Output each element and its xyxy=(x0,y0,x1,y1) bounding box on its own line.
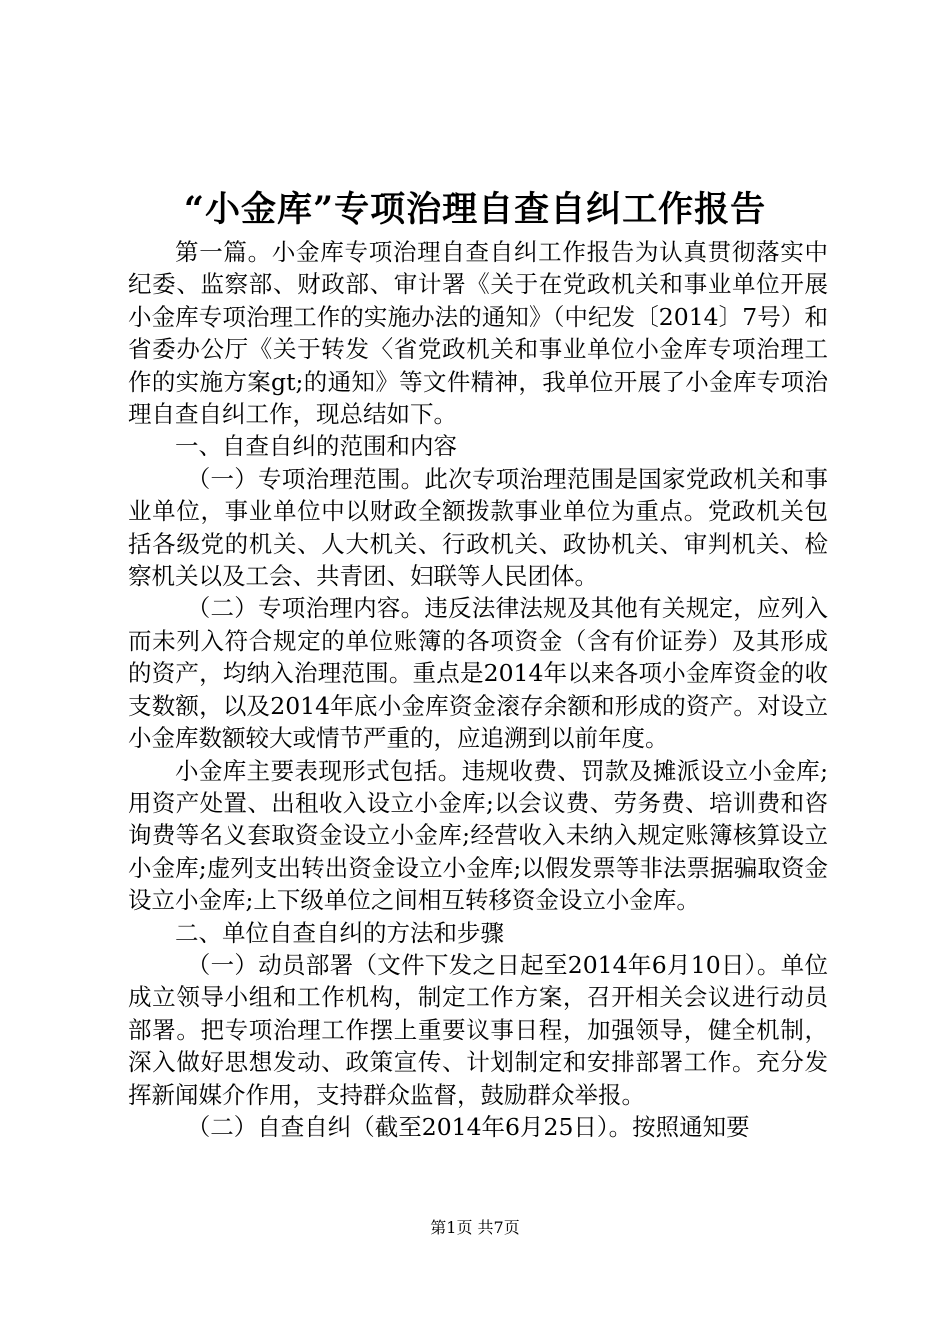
paragraph-mobilization: （一）动员部署（文件下发之日起至2014年6月10日）。单位成立领导小组和工作机构，制定工作方案，召开相关会议进行动员部署。把专项治理工作摆上重要议事日程，加强领导，健全机制，深入做好思想发动、政策宣传、计划制定和安排部署工作。充分发挥新闻媒介作用，支持群众监督，鼓励群众举报。 xyxy=(128,950,828,1109)
section-heading-1: 一、自查自纠的范围和内容 xyxy=(175,432,457,461)
paragraph-forms: 小金库主要表现形式包括。违规收费、罚款及摊派设立小金库;用资产处置、出租收入设立小金库;以会议费、劳务费、培训费和咨询费等名义套取资金设立小金库;经营收入未纳入规定账簿核算设立小金库;虚列支出转出资金设立小金库;以假发票等非法票据骗取资金设立小金库;上下级单位之间相互转移资金设立小金库。 xyxy=(128,756,828,915)
paragraph-self-check: （二）自查自纠（截至2014年6月25日）。按照通知要 xyxy=(186,1112,750,1141)
paragraph-intro: 第一篇。小金库专项治理自查自纠工作报告为认真贯彻落实中纪委、监察部、财政部、审计署《关于在党政机关和事业单位开展小金库专项治理工作的实施办法的通知》（中纪发〔2014〕7号）和省委办公厅《关于转发〈省党政机关和事业单位小金库专项治理工作的实施方案gt;的通知》等文件精神，我单位开展了小金库专项治理自查自纠工作，现总结如下。 xyxy=(128,238,828,429)
paragraph-scope: （一）专项治理范围。此次专项治理范围是国家党政机关和事业单位，事业单位中以财政全额拨款事业单位为重点。党政机关包括各级党的机关、人大机关、行政机关、政协机关、审判机关、检察机关以及工会、共青团、妇联等人民团体。 xyxy=(128,464,828,591)
section-heading-2: 二、单位自查自纠的方法和步骤 xyxy=(175,918,504,947)
document-body xyxy=(128,236,828,1143)
document-title: “小金库”专项治理自查自纠工作报告 xyxy=(183,189,767,230)
paragraph-content: （二）专项治理内容。违反法律法规及其他有关规定，应列入而未列入符合规定的单位账簿的各项资金（含有价证券）及其形成的资产，均纳入治理范围。重点是2014年以来各项小金库资金的收支数额，以及2014年底小金库资金滚存余额和形成的资产。对设立小金库数额较大或情节严重的，应追溯到以前年度。 xyxy=(128,594,828,753)
page-number-footer: 第1页 共7页 xyxy=(430,1218,520,1237)
